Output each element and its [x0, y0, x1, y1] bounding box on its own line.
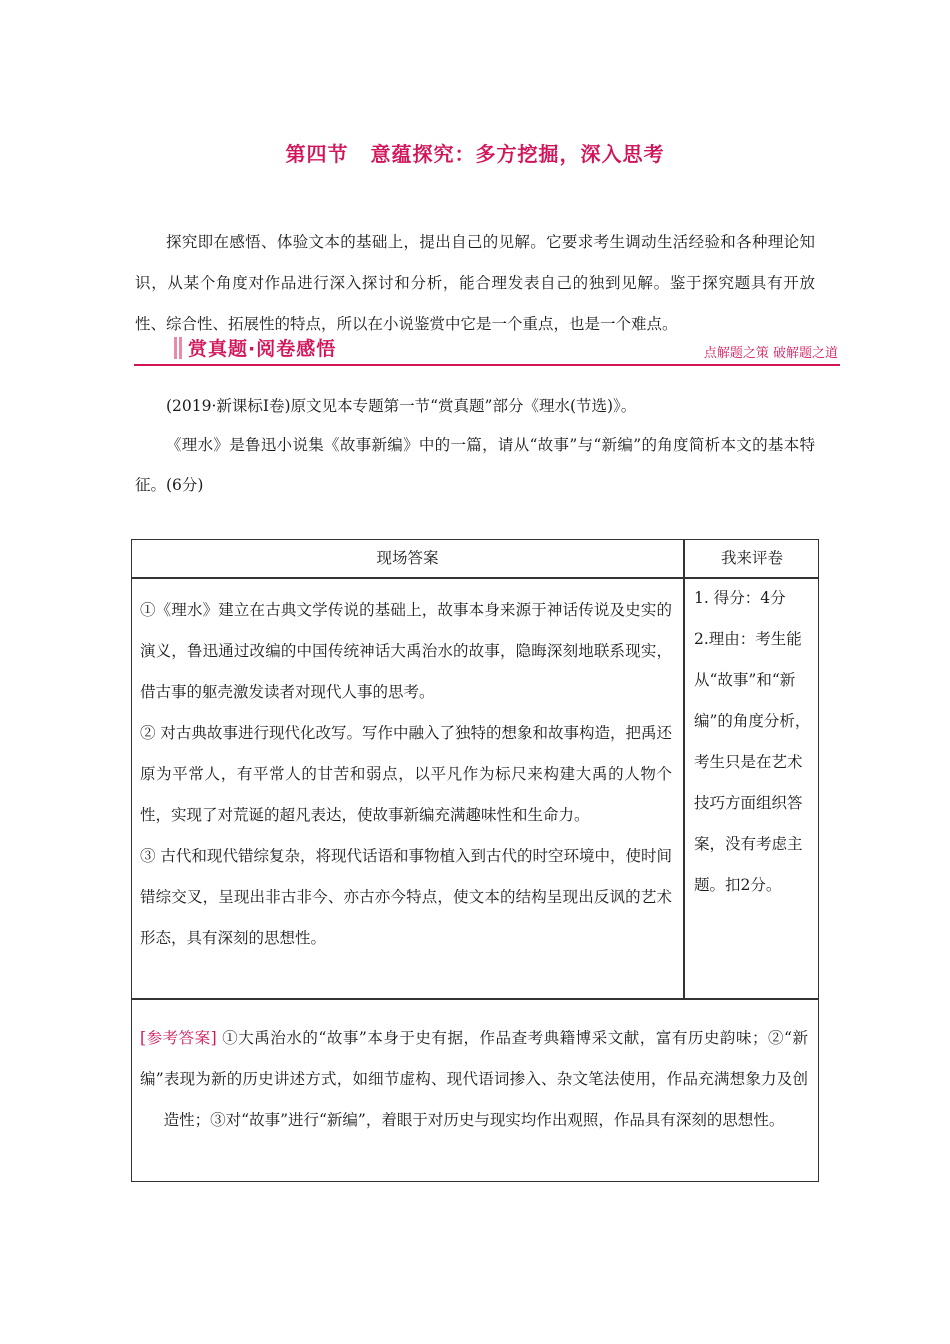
banner-tag: 点解题之策 破解题之道 [703, 346, 838, 361]
intro-paragraph: 探究即在感悟、体验文本的基础上，提出自己的见解。它要求考生调动生活经验和各种理论知识，从某个角度对作品进行深入探讨和分析，能合理发表自己的独到见解。鉴于探究题具有开放性、综合性、拓展性的特点，所以在小说鉴赏中它是一个重点，也是一个难点。 [135, 233, 815, 333]
table-divider [683, 540, 685, 998]
banner-bars-icon [174, 337, 186, 359]
student-answer [140, 590, 672, 959]
table-divider [132, 998, 818, 1000]
answer-point-2: ② 对古典故事进行现代化改写。写作中融入了独特的想象和故事构造，把禹还原为平常人，有平常人的甘苦和弱点，以平凡作为标尺来构建大禹的人物个性，实现了对荒诞的超凡表达，使故事新编充满趣味性和生命力。 [140, 724, 672, 824]
answer-point-1: ①《理水》建立在古典文学传说的基础上，故事本身来源于神话传说及史实的演义，鲁迅通过改编的中国传统神话大禹治水的故事，隐晦深刻地联系现实，借古事的躯壳激发读者对现代人事的思考。 [140, 601, 672, 701]
question-text: 《理水》是鲁迅小说集《故事新编》中的一篇，请从“故事”与“新编”的角度简析本文的基本特征。(6分) [135, 436, 815, 494]
header-eval: 我来评卷 [720, 549, 783, 567]
section-banner [134, 334, 840, 366]
answer-table [131, 539, 819, 1182]
banner-label: 赏真题·阅卷感悟 [188, 338, 337, 360]
evaluation [694, 578, 814, 906]
reference-label: [参考答案] [140, 1029, 217, 1047]
question-source: (2019·新课标Ⅰ卷)原文见本专题第一节“赏真题”部分《理水(节选)》。 [166, 397, 637, 415]
section-number: 第四节 [285, 142, 349, 166]
answer-point-3: ③ 古代和现代错综复杂，将现代话语和事物植入到古代的时空环境中，使时间错综交叉，呈现出非古非今、亦古亦今特点，使文本的结构呈现出反讽的艺术形态，具有深刻的思想性。 [140, 847, 672, 947]
reference-text: ①大禹治水的“故事”本身于史有据，作品查考典籍博采文献，富有历史韵味；②“新编”表现为新的历史讲述方式，如细节虚构、现代语词掺入、杂文笔法使用，作品充满想象力及创造性；③对“故事”进行“新编”，着眼于对历史与现实均作出观照，作品具有深刻的思想性。 [140, 1029, 808, 1129]
header-answer: 现场答案 [376, 549, 439, 567]
eval-reason: 2.理由：考生能从“故事”和“新编”的角度分析，考生只是在艺术技巧方面组织答案，没有考虑主题。扣2分。 [694, 630, 811, 894]
eval-score: 1. 得分：4分 [694, 589, 786, 607]
section-topic: 意蕴探究：多方挖掘，深入思考 [370, 142, 665, 166]
page-title [0, 138, 950, 167]
reference-answer [140, 1018, 808, 1141]
